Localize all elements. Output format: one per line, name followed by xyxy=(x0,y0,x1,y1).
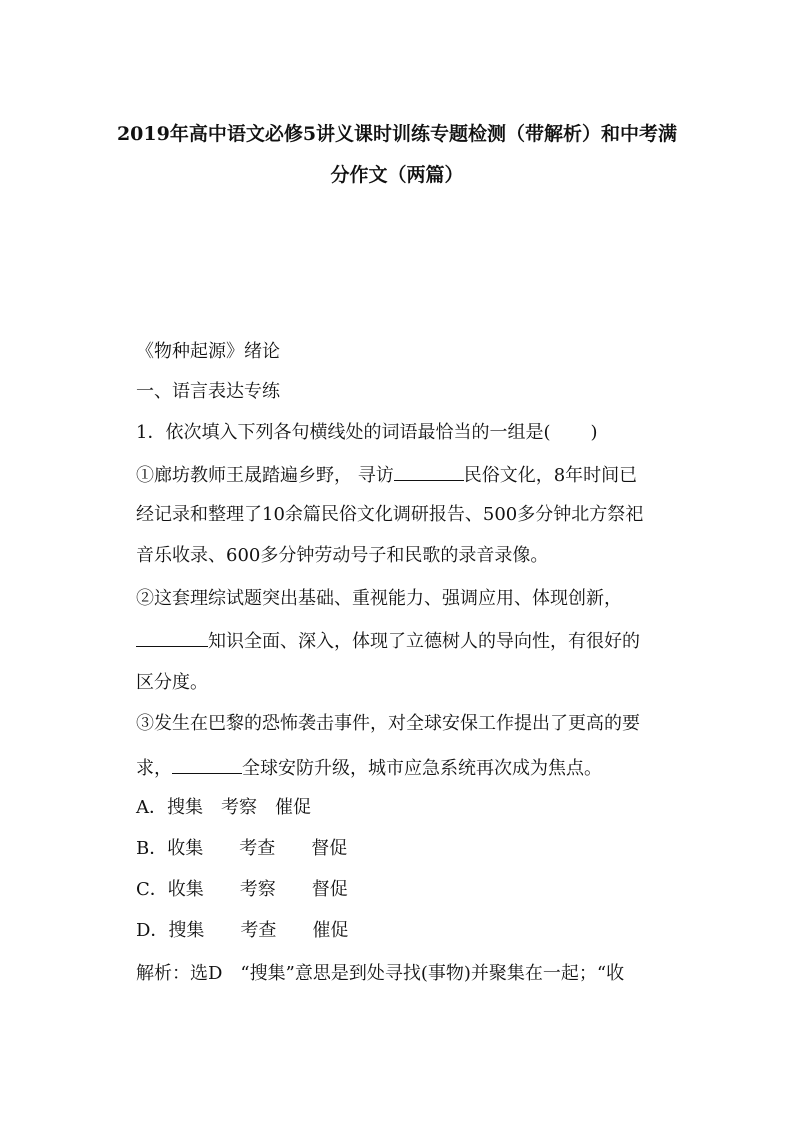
section-heading: 一、语言表达专练 xyxy=(136,381,280,402)
analysis-text: 解析：选D “搜集”意思是到处寻找(事物)并聚集在一起；“收 xyxy=(136,963,625,984)
lesson-title: 《物种起源》绪论 xyxy=(136,341,280,362)
option-c: C．收集 考察 督促 xyxy=(136,879,348,900)
item1-line3: 音乐收录、600多分钟劳动号子和民歌的录音录像。 xyxy=(136,545,549,566)
document-title-line-1: 2019年高中语文必修5讲义课时训练专题检测（带解析）和中考满 xyxy=(116,123,678,145)
item2-line2-suffix: 知识全面、深入，体现了立德树人的导向性，有很好的 xyxy=(208,631,640,652)
option-a: A．搜集 考察 催促 xyxy=(136,797,311,818)
item1-line2: 经记录和整理了10余篇民俗文化调研报告、500多分钟北方祭祀 xyxy=(136,504,644,525)
item2-line1: ②这套理综试题突出基础、重视能力、强调应用、体现创新， xyxy=(136,588,622,609)
item3-line2-prefix: 求， xyxy=(136,758,172,779)
item1-line1 xyxy=(136,462,637,488)
fill-blank-1 xyxy=(394,462,464,481)
item2-line3: 区分度。 xyxy=(136,672,208,693)
item1-line1-suffix: 民俗文化，8年时间已 xyxy=(463,465,638,486)
fill-blank-2 xyxy=(136,628,208,647)
item1-line1-prefix: ①廊坊教师王晟踏遍乡野， 寻访 xyxy=(136,465,394,486)
option-b: B．收集 考查 督促 xyxy=(136,838,348,859)
item2-line2 xyxy=(136,628,640,654)
item3-line2 xyxy=(136,755,602,781)
question-stem-text: 1．依次填入下列各句横线处的词语最恰当的一组是( xyxy=(136,422,551,443)
question-stem xyxy=(136,421,598,445)
item3-line1: ③发生在巴黎的恐怖袭击事件，对全球安保工作提出了更高的要 xyxy=(136,713,640,734)
fill-blank-3 xyxy=(172,755,242,774)
question-stem-close: ) xyxy=(590,422,598,443)
item3-line2-suffix: 全球安防升级，城市应急系统再次成为焦点。 xyxy=(242,758,602,779)
document-title-line-2: 分作文（两篇） xyxy=(330,164,464,186)
option-d: D．搜集 考查 催促 xyxy=(136,920,349,941)
